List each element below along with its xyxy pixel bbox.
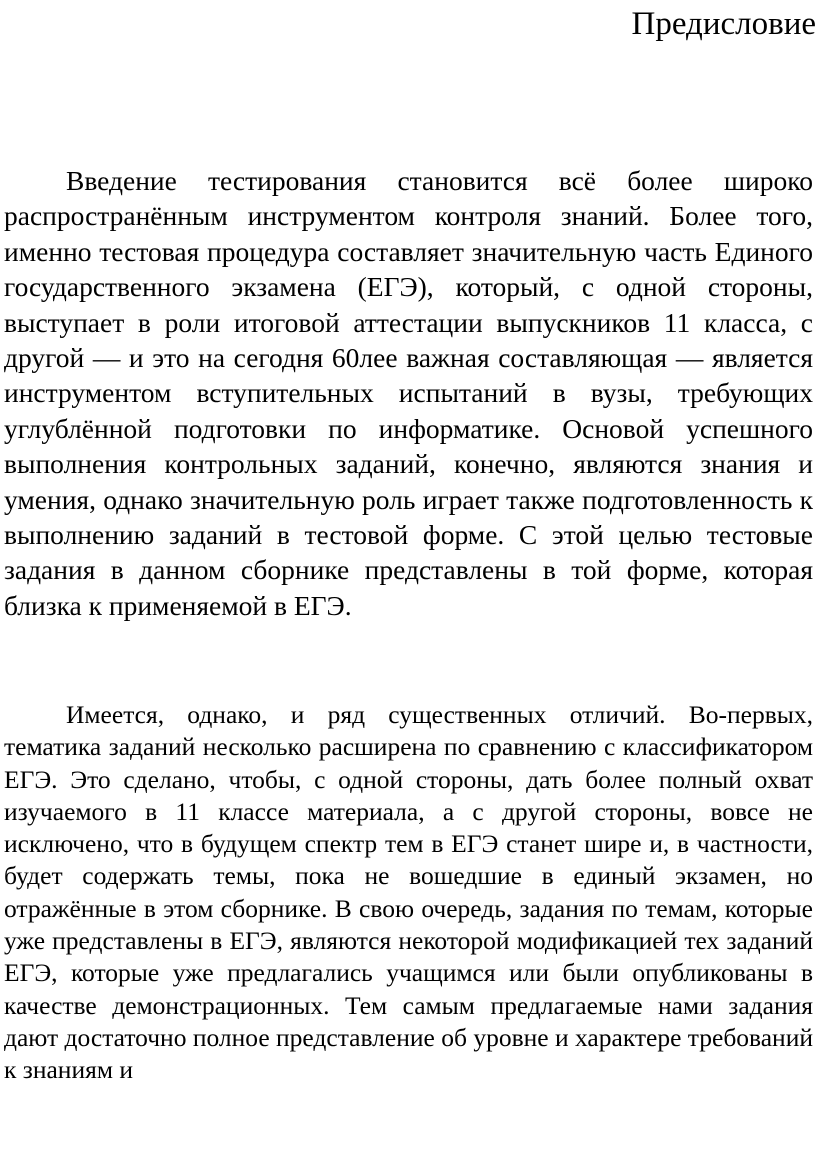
paragraph-intro: Введение тестирования становится всё более широко распространённым инструментом контроля знаний. Более того, именно тестовая процедура составляет значительную часть Единого государственного экзамена (ЕГЭ), который, с одной стороны, выступает в роли итоговой аттестации выпускников 11 класса, с другой — и это на сегодня 60лее важная составляющая — является инструментом вступительных испытаний в вузы, требующих углублённой подготовки по информатике. Основой успешного выполнения контрольных заданий, конечно, являются знания и умения, однако значительную роль играет также подготовленность к выполнению заданий в тестовой форме. С этой целью тестовые задания в данном сборнике представлены в той форме, которая близка к применяемой в ЕГЭ. [4,165,813,621]
page-title: Предисловие [631,6,816,42]
paragraph-differences: Имеется, однако, и ряд существенных отличий. Во-первых, тематика заданий несколько расширена по сравнению с классификатором ЕГЭ. Это сделано, чтобы, с одной стороны, дать более полный охват изучаемого в 11 классе материала, а с другой стороны, вовсе не исключено, что в будущем спектр тем в ЕГЭ станет шире и, в частности, будет содержать темы, пока не вошедшие в единый экзамен, но отражённые в этом сборнике. В свою очередь, задания по темам, которые уже представлены в ЕГЭ, являются некоторой модификацией тех заданий ЕГЭ, которые уже предлагались учащимся или были опубликованы в качестве демонстрационных. Тем самым предлагаемые нами задания дают достаточно полное представление об уровне и характере требований к знаниям и [4,700,813,1085]
